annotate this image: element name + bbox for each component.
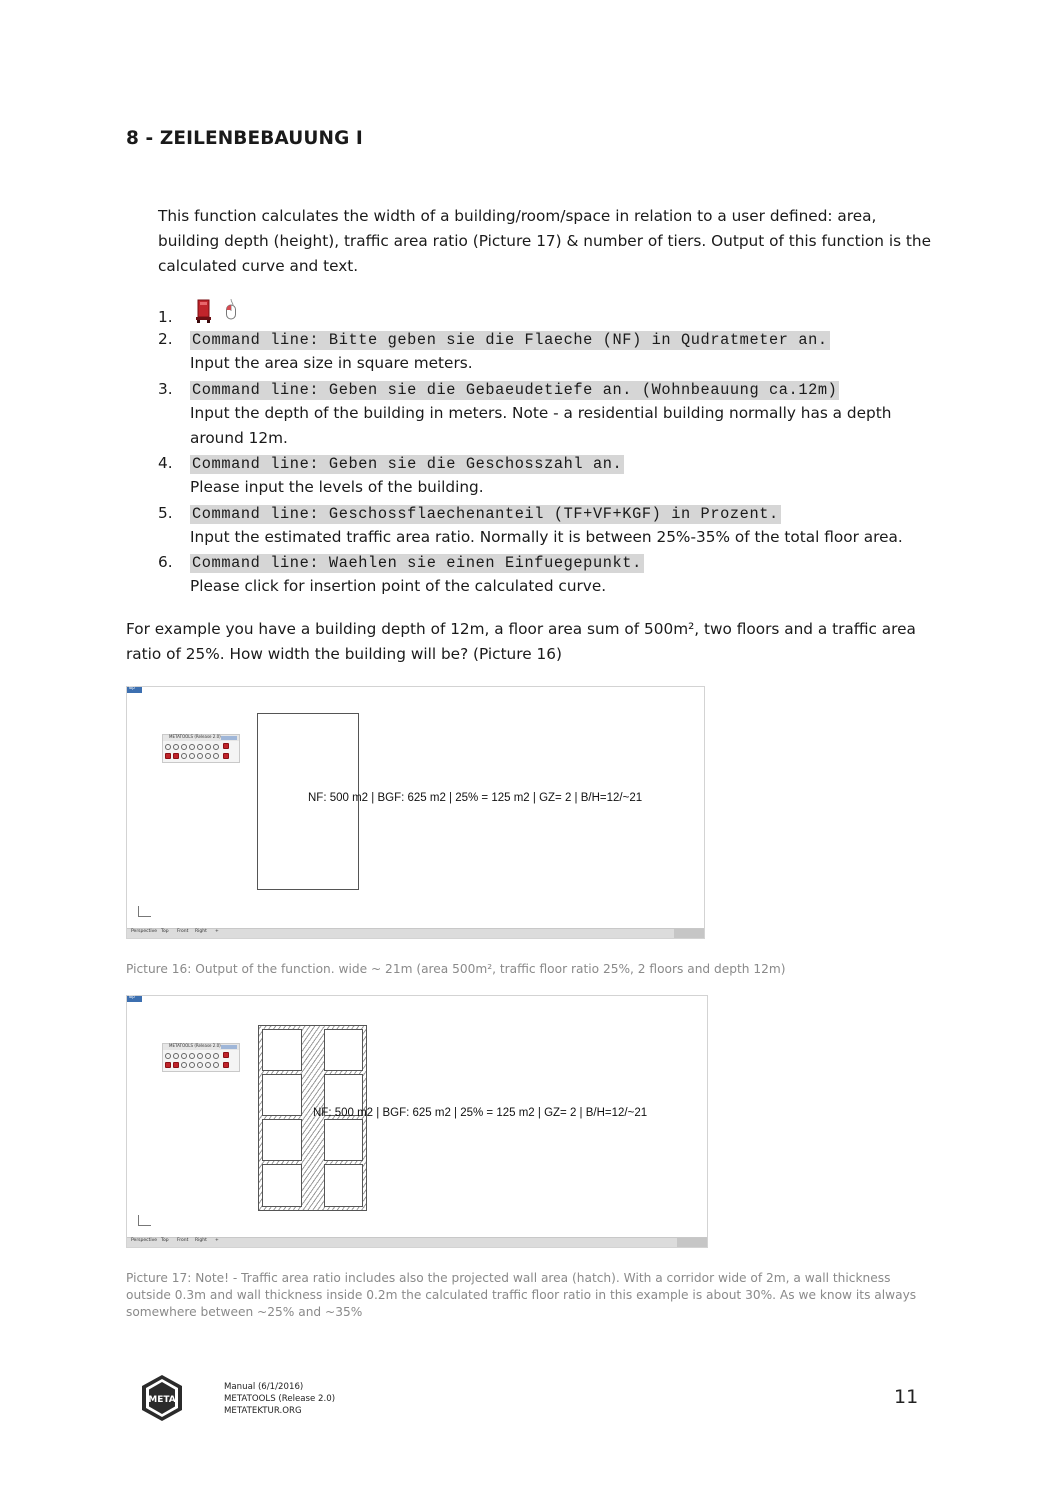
scrollbar[interactable] <box>674 929 704 938</box>
page-number: 11 <box>894 1386 919 1408</box>
step-number: 1. <box>158 308 173 326</box>
tool-icon[interactable] <box>223 753 229 759</box>
step-1-icons <box>194 298 254 324</box>
tool-icon[interactable] <box>197 753 203 759</box>
step-number: 6. <box>158 553 173 571</box>
tool-icon[interactable] <box>213 744 219 750</box>
tool-icon[interactable] <box>189 1053 195 1059</box>
tab-top[interactable]: Top <box>161 1238 169 1243</box>
scrollbar[interactable] <box>677 1238 707 1247</box>
command-line-text: Command line: Geben sie die Geschosszahl an. <box>192 455 623 473</box>
tool-icon[interactable] <box>173 1053 179 1059</box>
viewport-label[interactable]: Top <box>127 996 142 1002</box>
tab-perspective[interactable]: Perspective <box>131 929 158 934</box>
room-cell <box>324 1029 363 1071</box>
output-text: NF: 500 m2 | BGF: 625 m2 | 25% = 125 m2 | GZ= 2 | B/H=12/~21 <box>308 792 643 804</box>
tab-top[interactable]: Top <box>161 929 169 934</box>
tool-icon[interactable] <box>189 753 195 759</box>
tab-add[interactable]: + <box>215 929 219 934</box>
figure-17-caption: Picture 17: Note! - Traffic area ratio includes also the projected wall area (hatch). With a corridor wide of 2m, a wall thickness outside 0.3m and wall thickness inside 0.2m the calculated traffic floor ratio in this example is about 30%. As we know its always somewhere between ~25% and ~35% <box>126 1271 917 1319</box>
tab-right[interactable]: Right <box>195 929 207 934</box>
metatools-toolbar[interactable] <box>162 1043 240 1072</box>
footer-release: METATOOLS (Release 2.0) <box>224 1394 336 1404</box>
step-description: Input the estimated traffic area ratio. Normally it is between 25%-35% of the total floor area. <box>190 528 903 546</box>
step-description: Please input the levels of the building. <box>190 478 484 496</box>
mouse-icon <box>224 298 238 322</box>
axis-gizmo <box>138 906 151 917</box>
tab-right[interactable]: Right <box>195 1238 207 1243</box>
step-description: Input the depth of the building in meters. Note - a residential building normally has a depth around 12m. <box>190 404 892 447</box>
toolbar-title: METATOOLS (Release 2.0) <box>169 734 221 739</box>
footer-meta <box>224 1381 335 1417</box>
tool-icon[interactable] <box>213 1062 219 1068</box>
tool-icon[interactable] <box>223 1062 229 1068</box>
room-cell <box>324 1164 363 1207</box>
tab-perspective[interactable]: Perspective <box>131 1238 158 1243</box>
example-paragraph: For example you have a building depth of 12m, a floor area sum of 500m², two floors and a traffic area ratio of 25%. How width the building will be? (Picture 16) <box>126 620 916 663</box>
footer-manual-date: Manual (6/1/2016) <box>224 1382 304 1392</box>
command-line-text: Command line: Bitte geben sie die Flaeche (NF) in Qudratmeter an. <box>192 331 828 349</box>
tool-icon[interactable] <box>165 744 171 750</box>
intro-paragraph: This function calculates the width of a building/room/space in relation to a user defined: area, building depth (height), traffic area ratio (Picture 17) & number of tiers. Output of this function is the calculated curve and text. <box>158 207 932 275</box>
command-line-text: Command line: Geben sie die Gebaeudetiefe an. (Wohnbeauung ca.12m) <box>192 381 838 399</box>
zeilenbebauung-tool-icon <box>194 298 214 324</box>
tool-icon[interactable] <box>165 1053 171 1059</box>
footer-website: METATEKTUR.ORG <box>224 1406 302 1416</box>
tool-icon[interactable] <box>181 744 187 750</box>
step-number: 4. <box>158 454 173 472</box>
tool-icon[interactable] <box>197 1053 203 1059</box>
step-description: Input the area size in square meters. <box>190 354 473 372</box>
tool-icon[interactable] <box>189 744 195 750</box>
tool-icon[interactable] <box>213 753 219 759</box>
tool-icon[interactable] <box>173 1062 179 1068</box>
room-cell <box>324 1119 363 1161</box>
tool-icon[interactable] <box>205 753 211 759</box>
tool-icon[interactable] <box>205 1062 211 1068</box>
tab-add[interactable]: + <box>215 1238 219 1243</box>
metatools-toolbar[interactable] <box>162 734 240 763</box>
viewport-tabs <box>127 928 704 938</box>
room-cell <box>262 1029 302 1071</box>
zeilenbebauung-tool-icon[interactable] <box>223 743 229 749</box>
tool-icon[interactable] <box>173 744 179 750</box>
axis-gizmo <box>138 1215 151 1226</box>
toolbar-title: METATOOLS (Release 2.0) <box>169 1043 221 1048</box>
viewport-tabs <box>127 1237 707 1247</box>
tool-icon[interactable] <box>197 1062 203 1068</box>
section-heading: 8 - ZEILENBEBAUUNG I <box>126 128 363 149</box>
step-description: Please click for insertion point of the calculated curve. <box>190 577 607 595</box>
figure-17-screenshot <box>126 995 708 1248</box>
tool-icon[interactable] <box>205 1053 211 1059</box>
tool-icon[interactable] <box>181 1062 187 1068</box>
room-cell <box>262 1074 302 1116</box>
metatektur-logo-icon <box>140 1374 184 1422</box>
tool-icon[interactable] <box>197 744 203 750</box>
output-text: NF: 500 m2 | BGF: 625 m2 | 25% = 125 m2 | GZ= 2 | B/H=12/~21 <box>313 1107 648 1119</box>
zeilenbebauung-tool-icon[interactable] <box>223 1052 229 1058</box>
figure-16-screenshot <box>126 686 705 939</box>
command-line-text: Command line: Waehlen sie einen Einfuegepunkt. <box>192 554 642 572</box>
room-cell <box>262 1119 302 1161</box>
viewport-label[interactable]: Top <box>127 687 142 693</box>
room-cell <box>262 1164 302 1207</box>
step-number: 3. <box>158 380 173 398</box>
tab-front[interactable]: Front <box>177 929 189 934</box>
tool-icon[interactable] <box>213 1053 219 1059</box>
logo-text: META <box>148 1395 176 1405</box>
tool-icon[interactable] <box>205 744 211 750</box>
tool-icon[interactable] <box>165 753 171 759</box>
step-number: 5. <box>158 504 173 522</box>
command-line-text: Command line: Geschossflaechenanteil (TF+VF+KGF) in Prozent. <box>192 505 779 523</box>
tool-icon[interactable] <box>181 753 187 759</box>
step-number: 2. <box>158 330 173 348</box>
tool-icon[interactable] <box>181 1053 187 1059</box>
tool-icon[interactable] <box>173 753 179 759</box>
tool-icon[interactable] <box>189 1062 195 1068</box>
tab-front[interactable]: Front <box>177 1238 189 1243</box>
figure-16-caption: Picture 16: Output of the function. wide ~ 21m (area 500m², traffic floor ratio 25%, 2 floors and depth 12m) <box>126 962 786 976</box>
tool-icon[interactable] <box>165 1062 171 1068</box>
